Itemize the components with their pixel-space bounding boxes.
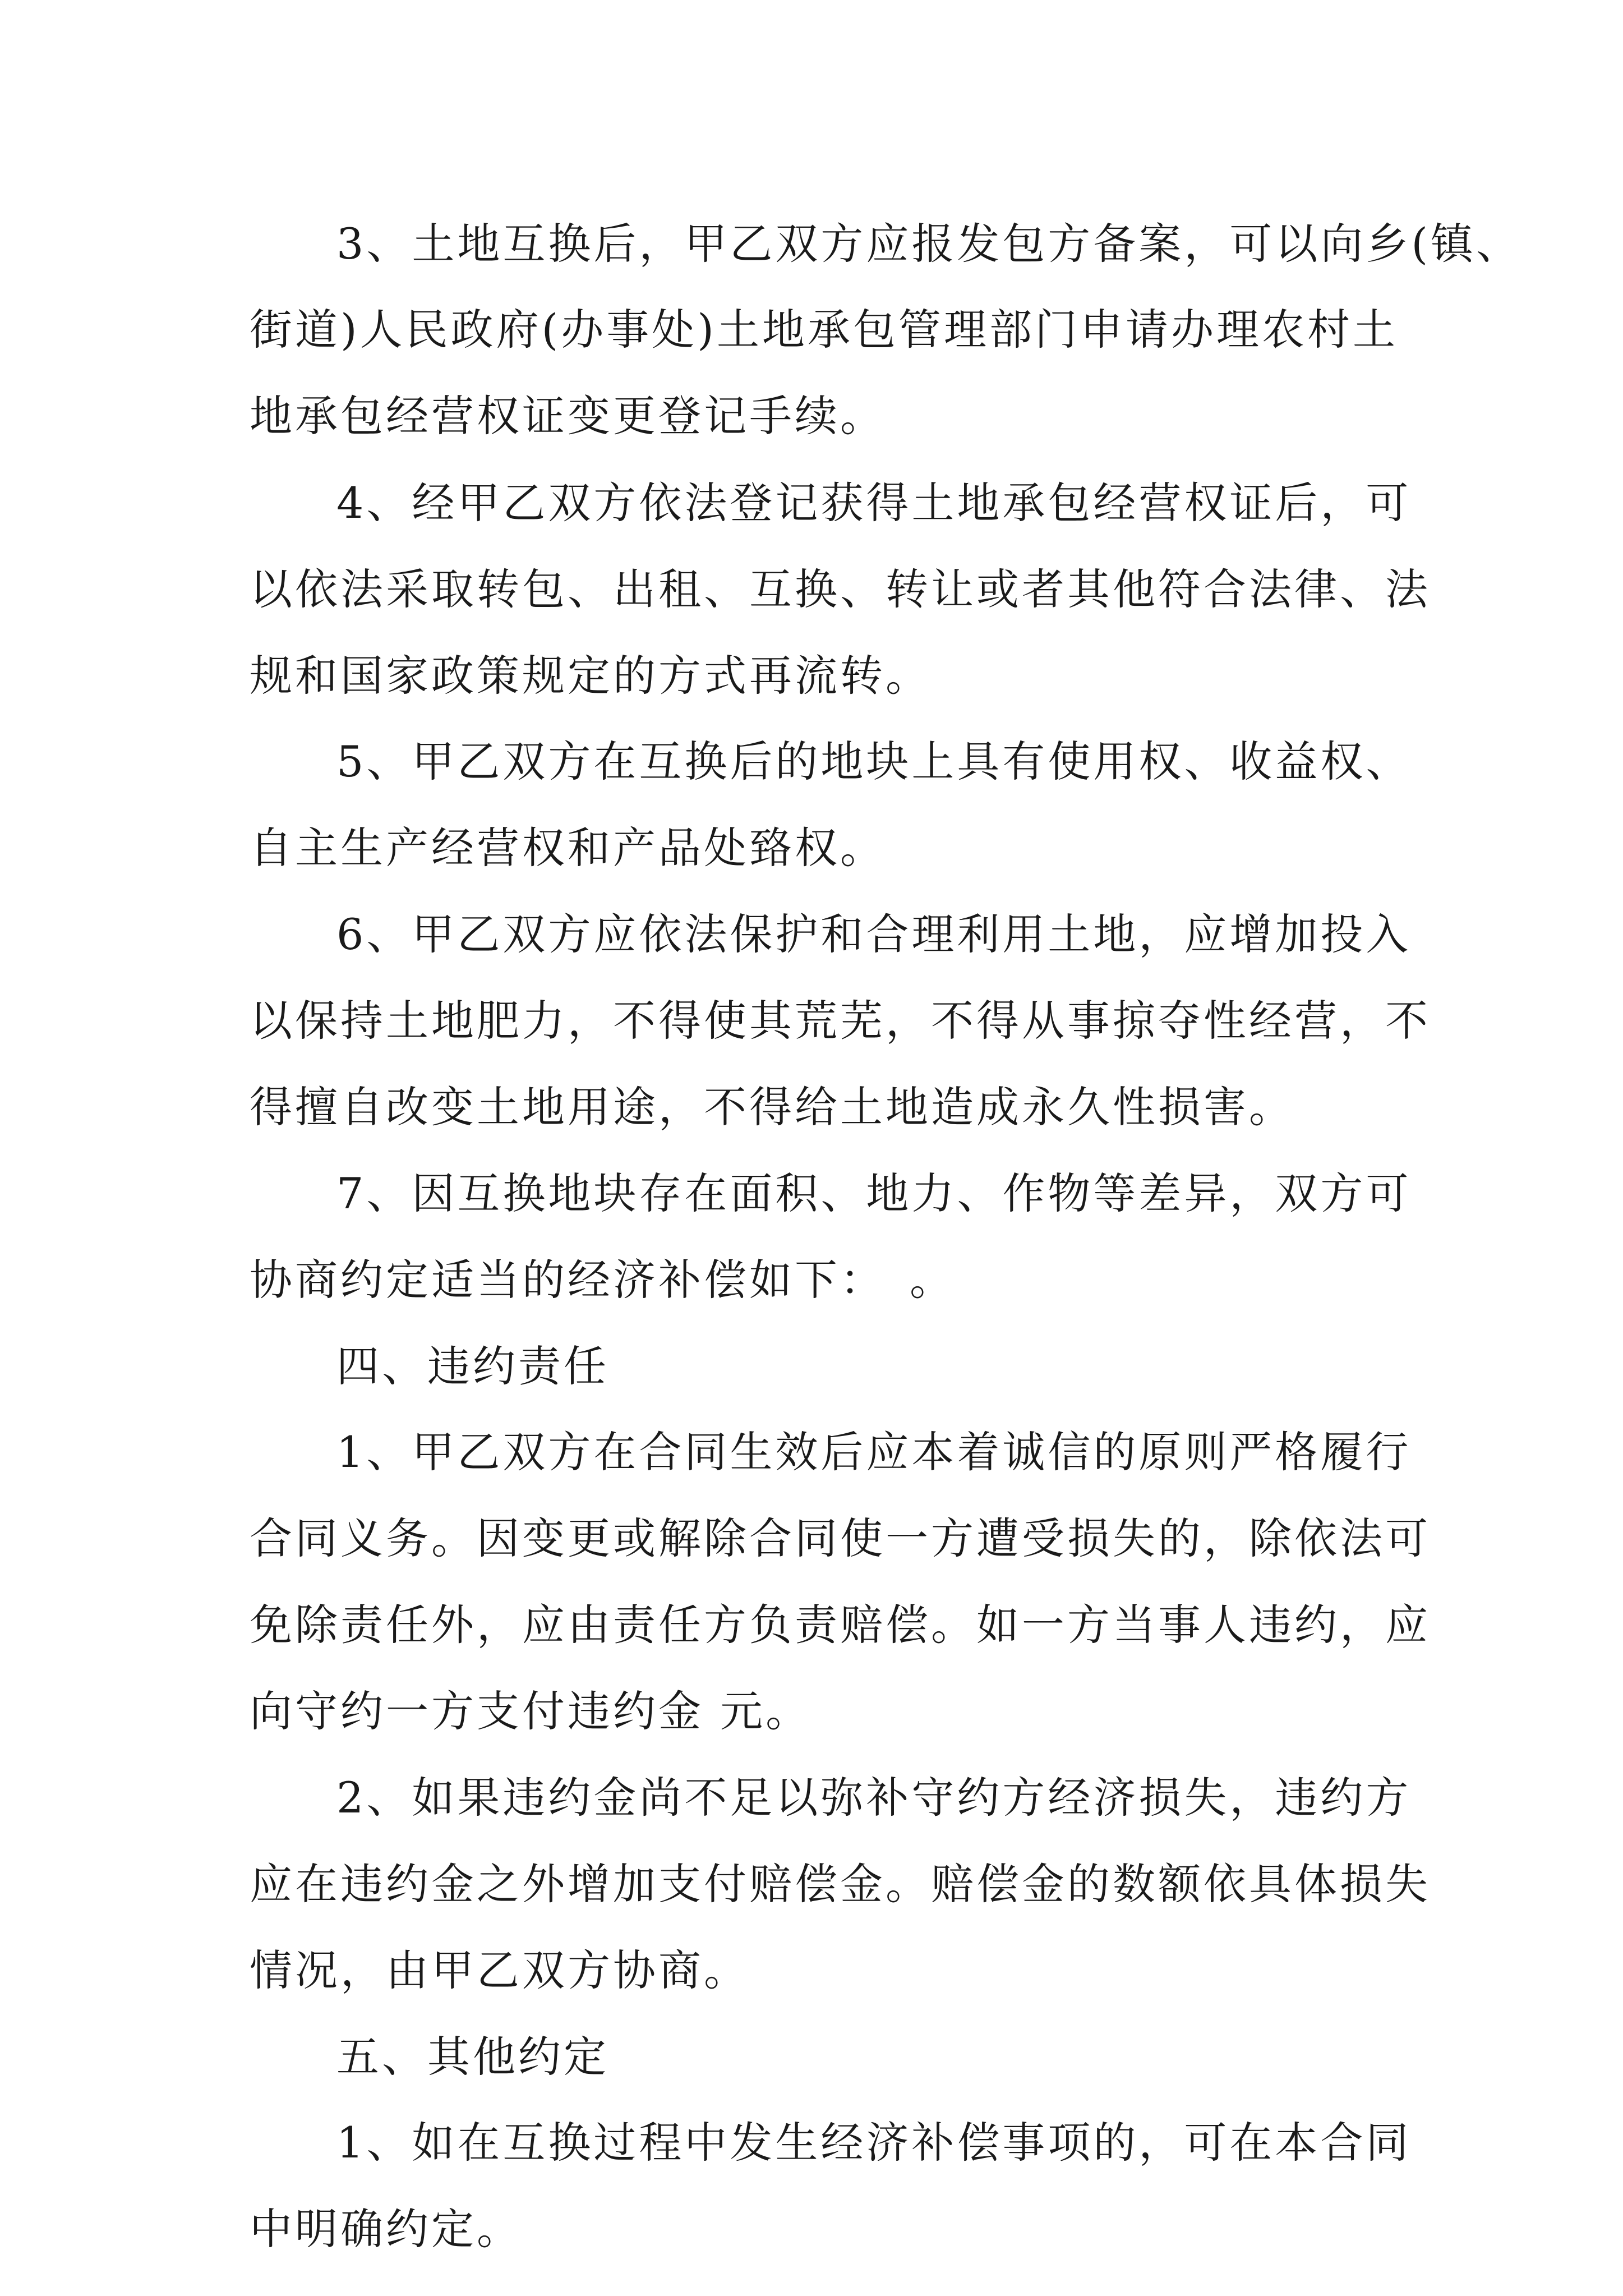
text-line: 规和国家政策规定的方式再流转。 [250,651,931,701]
text-line: 合同义务。因变更或解除合同使一方遭受损失的，除依法可 [250,1513,1431,1563]
text-line: 5、甲乙双方在互换后的地块上具有使用权、收益权、 [336,737,1412,786]
text-line: 1、如在互换过程中发生经济补偿事项的，可在本合同 [336,2118,1412,2168]
text-line: 以保持土地肥力，不得使其荒芜，不得从事掠夺性经营，不 [250,996,1431,1046]
text-line: 得擅自改变土地用途，不得给土地造成永久性损害。 [250,1082,1294,1132]
text-line: 情况，由甲乙双方协商。 [250,1945,749,1995]
text-line: 6、甲乙双方应依法保护和合理利用土地，应增加投入 [336,909,1412,959]
text-line: 自主生产经营权和产品处臵权。 [250,823,886,873]
text-line: 街道)人民政府(办事处)土地承包管理部门申请办理农村土 [250,305,1398,355]
section-heading: 四、违约责任 [336,1341,609,1391]
text-line: 3、土地互换后，甲乙双方应报发包方备案，可以向乡(镇、 [336,219,1522,269]
text-line: 协商约定适当的经济补偿如下： 。 [250,1255,955,1305]
text-line: 以依法采取转包、出租、互换、转让或者其他符合法律、法 [250,564,1431,614]
text-line: 2、如果违约金尚不足以弥补守约方经济损失，违约方 [336,1773,1412,1823]
text-line: 4、经甲乙双方依法登记获得土地承包经营权证后，可 [336,478,1412,528]
text-line: 中明确约定。 [250,2204,522,2254]
text-line: 地承包经营权证变更登记手续。 [250,391,886,441]
text-line: 向守约一方支付违约金 元。 [250,1686,811,1736]
text-line: 免除责任外，应由责任方负责赔偿。如一方当事人违约，应 [250,1600,1431,1650]
section-heading: 五、其他约定 [336,2032,609,2082]
text-line: 1、甲乙双方在合同生效后应本着诚信的原则严格履行 [336,1427,1412,1477]
text-line: 7、因互换地块存在面积、地力、作物等差异，双方可 [336,1168,1412,1218]
text-line: 应在违约金之外增加支付赔偿金。赔偿金的数额依具体损失 [250,1859,1431,1909]
